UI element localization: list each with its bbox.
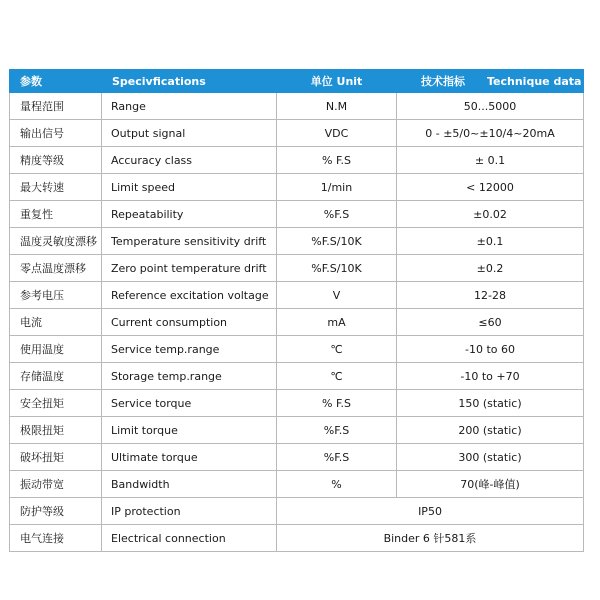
spec-cell: IP protection — [102, 498, 277, 525]
table-row — [10, 336, 584, 363]
data-cell: 50...5000 — [397, 93, 584, 120]
spec-cell: Output signal — [102, 120, 277, 147]
merged-value-cell: Binder 6 针581系 — [277, 525, 584, 552]
spec-cell: Limit speed — [102, 174, 277, 201]
table-row — [10, 147, 584, 174]
unit-cell: % — [277, 471, 397, 498]
table-row — [10, 282, 584, 309]
header-unit: 单位 Unit — [277, 70, 397, 93]
param-cell: 破坏扭矩 — [10, 444, 102, 471]
unit-cell: %F.S/10K — [277, 255, 397, 282]
unit-cell: %F.S — [277, 417, 397, 444]
param-cell: 极限扭矩 — [10, 417, 102, 444]
header-data — [397, 70, 584, 93]
spec-cell: Temperature sensitivity drift — [102, 228, 277, 255]
data-cell: -10 to 60 — [397, 336, 584, 363]
param-cell: 参考电压 — [10, 282, 102, 309]
table-row — [10, 417, 584, 444]
spec-cell: Range — [102, 93, 277, 120]
unit-cell: VDC — [277, 120, 397, 147]
spec-cell: Service torque — [102, 390, 277, 417]
param-cell: 输出信号 — [10, 120, 102, 147]
table-header-row — [10, 70, 584, 93]
table-body — [10, 93, 584, 552]
data-cell: ±0.02 — [397, 201, 584, 228]
unit-cell: mA — [277, 309, 397, 336]
table-row — [10, 93, 584, 120]
spec-cell: Limit torque — [102, 417, 277, 444]
param-cell: 安全扭矩 — [10, 390, 102, 417]
param-cell: 温度灵敏度漂移 — [10, 228, 102, 255]
spec-cell: Electrical connection — [102, 525, 277, 552]
unit-cell: 1/min — [277, 174, 397, 201]
header-spec: Specivfications — [102, 70, 277, 93]
table-row — [10, 363, 584, 390]
unit-cell: % F.S — [277, 390, 397, 417]
data-cell: 70(峰-峰值) — [397, 471, 584, 498]
data-cell: -10 to +70 — [397, 363, 584, 390]
data-cell: ±0.1 — [397, 228, 584, 255]
param-cell: 零点温度漂移 — [10, 255, 102, 282]
spec-cell: Zero point temperature drift — [102, 255, 277, 282]
spec-cell: Storage temp.range — [102, 363, 277, 390]
unit-cell: ℃ — [277, 336, 397, 363]
data-cell: < 12000 — [397, 174, 584, 201]
unit-cell: %F.S/10K — [277, 228, 397, 255]
param-cell: 精度等级 — [10, 147, 102, 174]
table-row — [10, 498, 584, 525]
data-cell: 150 (static) — [397, 390, 584, 417]
spec-table — [9, 69, 584, 552]
table-row — [10, 525, 584, 552]
data-cell: 200 (static) — [397, 417, 584, 444]
table-row — [10, 228, 584, 255]
spec-cell: Bandwidth — [102, 471, 277, 498]
unit-cell: ℃ — [277, 363, 397, 390]
unit-cell: %F.S — [277, 201, 397, 228]
param-cell: 存储温度 — [10, 363, 102, 390]
param-cell: 防护等级 — [10, 498, 102, 525]
spec-cell: Reference excitation voltage — [102, 282, 277, 309]
table-row — [10, 120, 584, 147]
data-cell: ≤60 — [397, 309, 584, 336]
spec-cell: Ultimate torque — [102, 444, 277, 471]
spec-cell: Current consumption — [102, 309, 277, 336]
table-row — [10, 255, 584, 282]
param-cell: 电气连接 — [10, 525, 102, 552]
data-cell: ±0.2 — [397, 255, 584, 282]
data-cell: 300 (static) — [397, 444, 584, 471]
table-row — [10, 390, 584, 417]
data-cell: 12-28 — [397, 282, 584, 309]
param-cell: 最大转速 — [10, 174, 102, 201]
unit-cell: V — [277, 282, 397, 309]
unit-cell: % F.S — [277, 147, 397, 174]
data-cell: ± 0.1 — [397, 147, 584, 174]
table-row — [10, 471, 584, 498]
spec-cell: Accuracy class — [102, 147, 277, 174]
merged-value-cell: IP50 — [277, 498, 584, 525]
table-row — [10, 309, 584, 336]
header-data-cn: 技术指标 — [421, 75, 465, 88]
data-cell: 0 - ±5/0~±10/4~20mA — [397, 120, 584, 147]
param-cell: 振动带宽 — [10, 471, 102, 498]
param-cell: 电流 — [10, 309, 102, 336]
param-cell: 量程范围 — [10, 93, 102, 120]
header-param: 参数 — [10, 70, 102, 93]
table-row — [10, 201, 584, 228]
unit-cell: N.M — [277, 93, 397, 120]
spec-cell: Service temp.range — [102, 336, 277, 363]
param-cell: 使用温度 — [10, 336, 102, 363]
spec-cell: Repeatability — [102, 201, 277, 228]
unit-cell: %F.S — [277, 444, 397, 471]
table-row — [10, 444, 584, 471]
param-cell: 重复性 — [10, 201, 102, 228]
header-data-en: Technique data — [487, 75, 582, 88]
table-row — [10, 174, 584, 201]
